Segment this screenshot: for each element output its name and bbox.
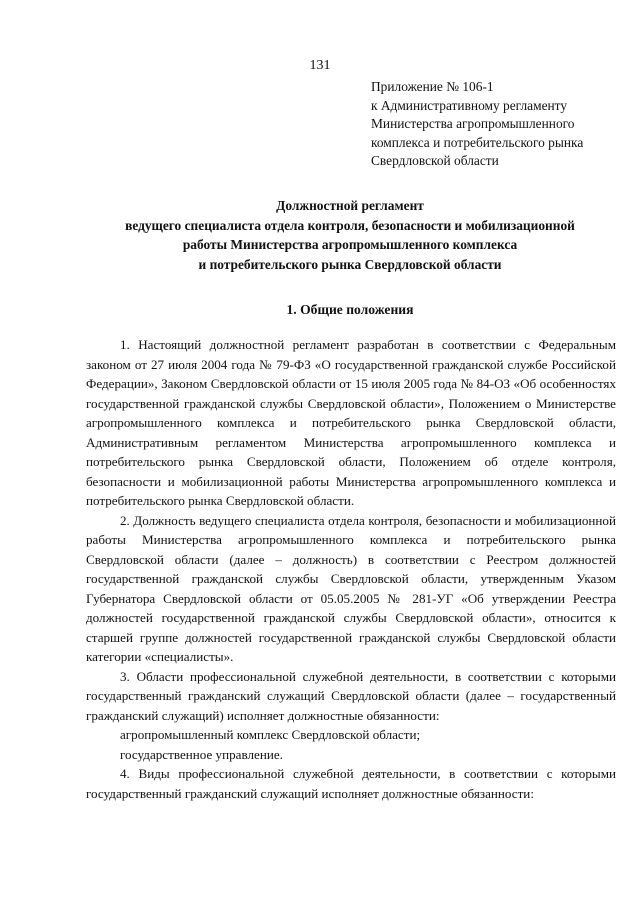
appendix-line: Министерства агропромышленного (371, 116, 575, 132)
paragraph-4: 4. Виды профессиональной служебной деятельности, в соответствии с которыми государственный гражданский служащий исполняет должностные обязанности: (86, 766, 616, 801)
list-item: агропромышленный комплекс Свердловской области; (120, 727, 421, 742)
appendix-line: комплекса и потребительского рынка (371, 134, 584, 150)
title-line: ведущего специалиста отдела контроля, безопасности и мобилизационной (125, 217, 575, 233)
paragraph-3: 3. Области профессиональной служебной деятельности, в соответствии с которыми государственный гражданский служащий Свердловской области (далее – государственный гражданский служащий) исполняет должностные обязанности: (86, 668, 616, 723)
appendix-line: Свердловской области (371, 153, 499, 169)
section-body (86, 335, 616, 803)
appendix-line: к Административному регламенту (371, 97, 568, 113)
list-item: государственное управление. (120, 746, 283, 762)
title-line: и потребительского рынка Свердловской области (198, 256, 502, 272)
document-title (84, 196, 616, 274)
appendix-line: Приложение № 106-1 (371, 79, 494, 94)
title-line: работы Министерства агропромышленного комплекса (182, 237, 518, 253)
section-heading: 1. Общие положения (286, 302, 414, 317)
paragraph-2: 2. Должность ведущего специалиста отдела контроля, безопасности и мобилизационной работы Министерства агропромышленного комплекса и потребительского рынка Свердловской области (далее – должность) в соответствии с Реестром должностей государственной гражданской службы Свердловской области, утвержденным Указом Губернатора Свердловской области от 05.05.2005 № 281-УГ «Об утверждении Реестра должностей государственной гражданской службы Свердловской области», относится к старшей группе должностей государственной гражданской службы Свердловской области категории «специалисты». (86, 512, 616, 664)
paragraph-1: 1. Настоящий должностной регламент разработан в соответствии с Федеральным законом от 27 июля 2004 года № 79-ФЗ «О государственной гражданской службе Российской Федерации», Законом Свердловской области от 15 июля 2005 года № 84-ОЗ «Об особенностях государственной гражданской службы Свердловской области», Положением о Министерстве агропромышленного комплекса и потребительского рынка Свердловской области, Административным регламентом Министерства агропромышленного комплекса и потребительского рынка Свердловской области, Положением об отделе контроля, безопасности и мобилизационной работы Министерства агропромышленного комплекса и потребительского рынка Свердловской области. (86, 337, 616, 508)
appendix-reference (371, 78, 621, 171)
title-line: Должностной регламент (276, 198, 424, 213)
page-number: 131 (309, 58, 331, 73)
